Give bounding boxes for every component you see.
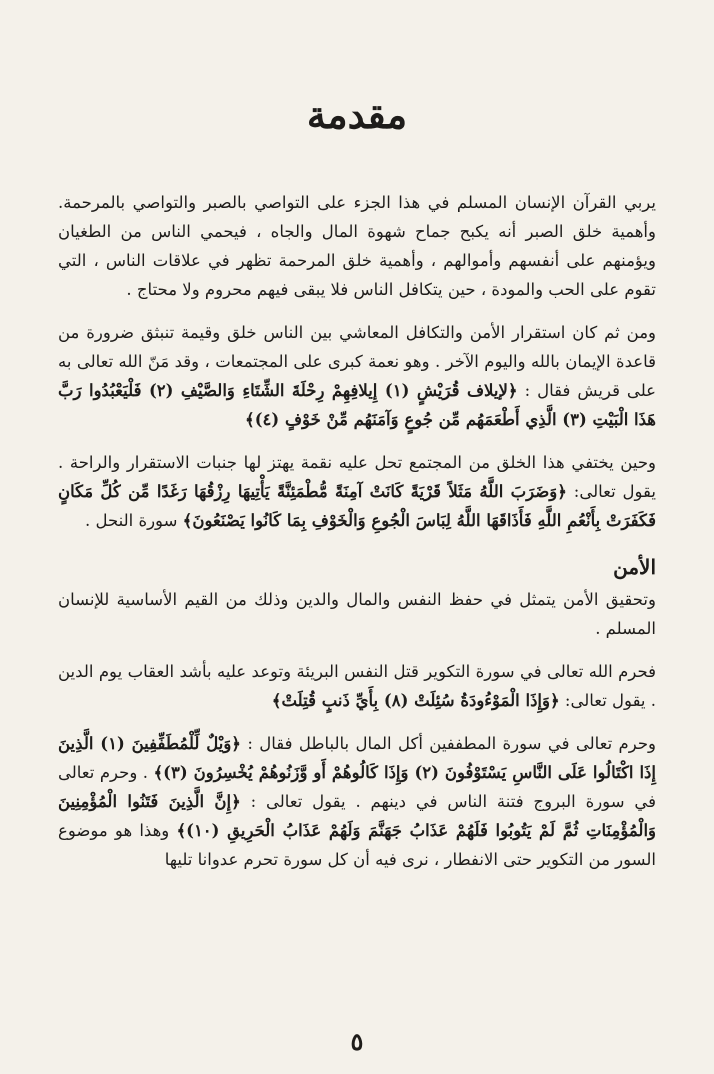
paragraph-loss-of-security [58,448,656,535]
quran-quote-takwir: ﴿وَإِذَا الْمَوْءُودَةُ سُئِلَتْ (٨) بِأَيِّ ذَنبٍ قُتِلَتْ﴾ [271,691,560,710]
surah-reference: سورة النحل . [84,511,178,530]
paragraph-text: ومن ثم كان استقرار الأمن والتكافل المعاشي بين الناس خلق وقيمة تنبثق ضرورة من قاعدة الإيمان بالله واليوم الآخر . وهو نعمة كبرى على المجتمعات ، وقد مَنّ الله تعالى به على قريش فقال : [58,323,656,400]
quran-quote-mutaffifin: ﴿وَيْلٌ لِّلْمُطَفِّفِينَ (١) الَّذِينَ إِذَا اكْتَالُوا عَلَى النَّاسِ يَسْتَوْفُونَ (٢) وَإِذَا كَالُوهُمْ أَو وَّزَنُوهُمْ يُخْسِرُونَ (٣)﴾ [58,734,656,782]
paragraph-text: وحرم تعالى في سورة المطففين أكل المال بالباطل فقال : [247,734,657,753]
paragraph-mutaffifin-buruj [58,729,656,874]
paragraph-takwir [58,657,656,715]
paragraph-text: فحرم الله تعالى في سورة التكوير قتل النفس البريئة وتوعد عليه بأشد العقاب يوم الدين . يقول تعالى: [58,662,656,710]
paragraph-security-definition [58,585,656,643]
quran-quote-nahl: ﴿وَضَرَبَ اللَّهُ مَثَلاً قَرْيَةً كَانَتْ آمِنَةً مُّطْمَئِنَّةً يَأْتِيهَا رِزْقُهَا رَغَدًا مِّن كُلِّ مَكَانٍ فَكَفَرَتْ بِأَنْعُمِ اللَّهِ فَأَذَاقَهَا اللَّهُ لِبَاسَ الْجُوعِ وَالْخَوْفِ بِمَا كَانُوا يَصْنَعُونَ﴾ [58,482,656,530]
section-heading-security: الأمن [613,555,656,579]
quran-quote-quraysh: ﴿لإيلاف قُرَيْشٍ (١) إِيلافِهِمْ رِحْلَةَ الشِّتَاءِ وَالصَّيْفِ (٢) فَلْيَعْبُدُوا رَبَّ هَذَا الْبَيْتِ (٣) الَّذِي أَطْعَمَهُم مِّن جُوعٍ وَآمَنَهُم مِّنْ خَوْفٍ (٤)﴾ [58,381,656,429]
paragraph-text: وحين يختفي هذا الخلق من المجتمع تحل عليه نقمة يهتز لها جنبات الاستقرار والراحة . يقول تعالى: [58,453,656,501]
paragraph-text: وتحقيق الأمن يتمثل في حفظ النفس والمال والدين وذلك من القيم الأساسية للإنسان المسلم . [58,590,656,638]
page-number: ٥ [350,1027,364,1056]
paragraph-text: وهذا هو موضوع السور من التكوير حتى الانفطار ، نرى فيه أن كل سورة تحرم عدوانا تليها [58,821,656,869]
quran-quote-buruj: ﴿إِنَّ الَّذِينَ فَتَنُوا الْمُؤْمِنِينَ وَالْمُؤْمِنَاتِ ثُمَّ لَمْ يَتُوبُوا فَلَهُمْ عَذَابُ جَهَنَّمَ وَلَهُمْ عَذَابُ الْحَرِيقِ (١٠)﴾ [58,792,656,840]
paragraph-security-value [58,318,656,434]
page-title: مقدمة [306,92,408,137]
paragraph-intro-text: يربي القرآن الإنسان المسلم في هذا الجزء على التواصي بالصبر والتواصي بالمرحمة. وأهمية خلق الصبر أنه يكبح جماح شهوة المال والجاه ، فيحمي الناس من الطغيان ويؤمنهم على أنفسهم وأموالهم ، وأهمية خلق المرحمة تظهر في علاقات الناس ، التي تقوم على الحب والمودة ، حين يتكافل الناس فلا يبقى فيهم محروم ولا محتاج . [58,193,656,299]
paragraph-intro [58,188,656,304]
paragraph-text: . وحرم تعالى في سورة البروج فتنة الناس في دينهم . يقول تعالى : [58,763,656,811]
